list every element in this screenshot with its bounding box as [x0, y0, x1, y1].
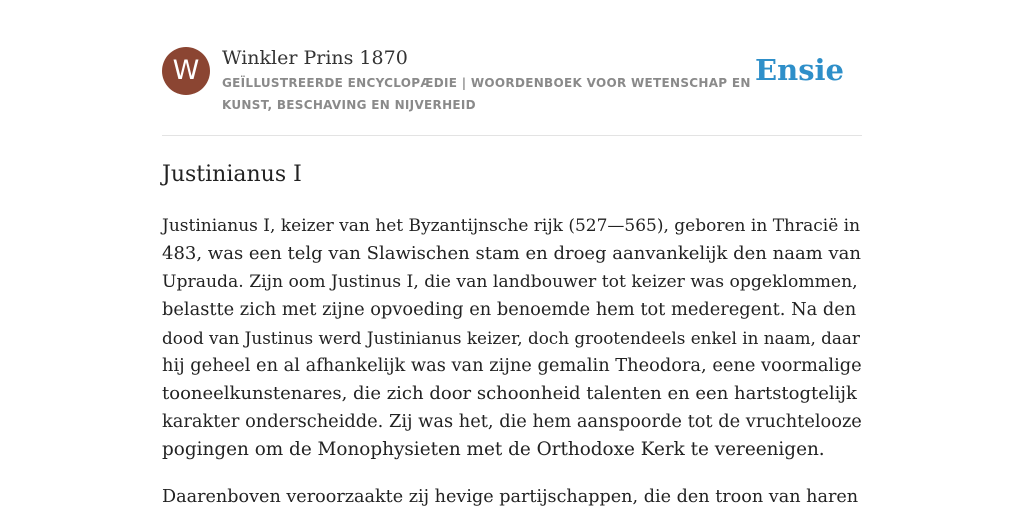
page — [162, 0, 862, 512]
article-paragraph — [162, 483, 862, 511]
article-title: Justinianus I — [162, 162, 302, 187]
article-body — [162, 212, 862, 512]
paragraph-line: Uprauda. Zijn oom Justinus I, die van landbouwer tot keizer was opgeklommen, — [162, 272, 858, 292]
paragraph-line: belastte zich met zijne opvoeding en benoemde hem tot mederegent. Na den — [162, 299, 857, 320]
paragraph-line: hij geheel en al afhankelijk was van zijne gemalin Theodora, eene voormalige — [162, 355, 862, 376]
paragraph-line: 483, was een telg van Slawischen stam en droeg aanvankelijk den naam van — [162, 243, 861, 264]
paragraph-line: dood van Justinus werd Justinianus keizer, doch grootendeels enkel in naam, daar — [162, 328, 860, 348]
source-subtitle-line: GEÏLLUSTREERDE ENCYCLOPÆDIE | WOORDENBOEK VOOR WETENSCHAP EN — [222, 76, 751, 90]
paragraph-line: Justinianus I, keizer van het Byzantijnsche rijk (527—565), geboren in Thracië in — [162, 216, 861, 236]
source-avatar[interactable]: W — [162, 47, 210, 95]
paragraph-line: Daarenboven veroorzaakte zij hevige partijschappen, die den troon van haren — [162, 487, 859, 507]
source-subtitle — [222, 72, 752, 116]
article-paragraph — [162, 212, 862, 464]
paragraph-line: tooneelkunstenares, die zich door schoonheid talenten en een hartstogtelijk — [162, 383, 857, 404]
source-header — [162, 45, 862, 115]
header-divider — [162, 135, 862, 136]
ensie-logo[interactable]: Ensie — [755, 53, 844, 87]
source-subtitle-line: KUNST, BESCHAVING EN NIJVERHEID — [222, 98, 476, 112]
paragraph-line: pogingen om de Monophysieten met de Orthodoxe Kerk te vereenigen. — [162, 439, 825, 460]
paragraph-line: karakter onderscheidde. Zij was het, die hem aanspoorde tot de vruchtelooze — [162, 411, 862, 432]
source-title[interactable]: Winkler Prins 1870 — [222, 47, 408, 69]
